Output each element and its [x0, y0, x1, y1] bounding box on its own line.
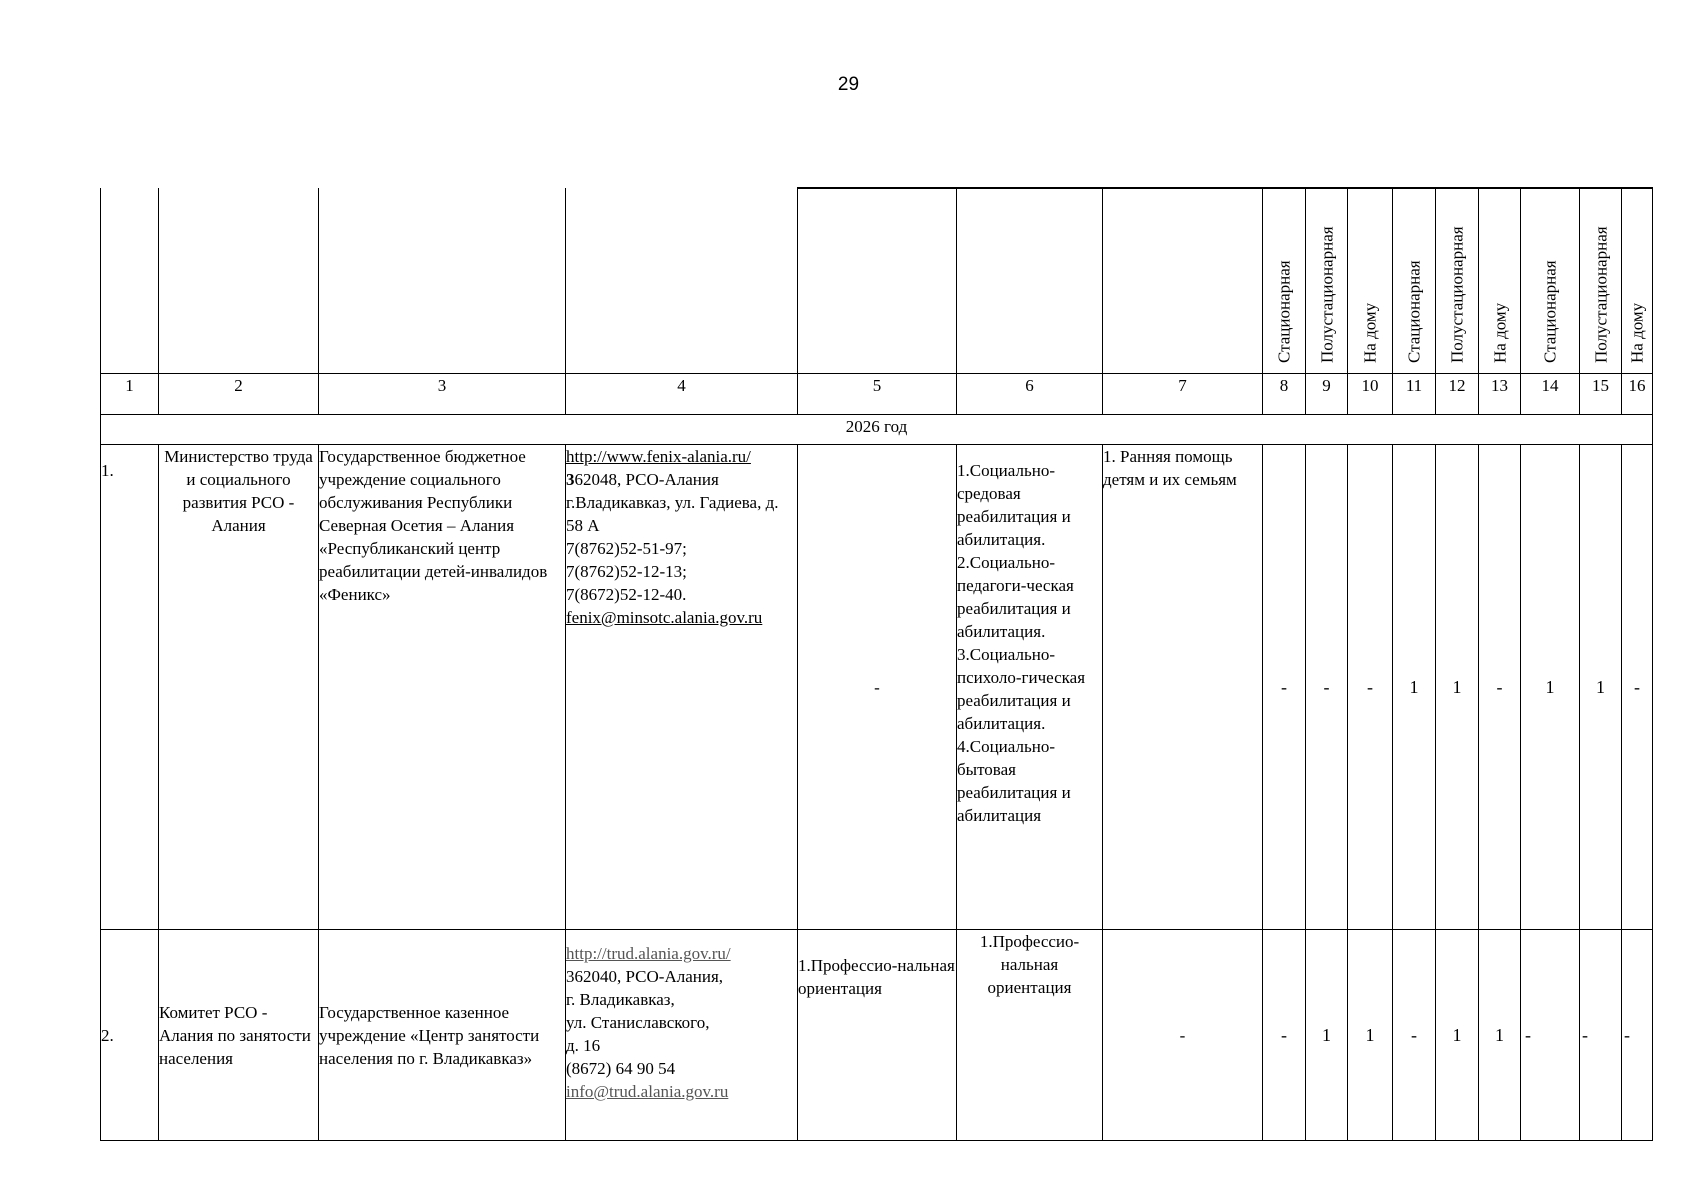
value-cell: -	[1263, 930, 1306, 1141]
address-digit: 3	[566, 470, 575, 489]
header-cell	[957, 188, 1103, 374]
header-cell	[566, 188, 798, 374]
col-number: 10	[1348, 374, 1393, 415]
website-link[interactable]: http://trud.alania.gov.ru/	[566, 944, 731, 963]
col7-cell: -	[1103, 930, 1263, 1141]
contacts-cell	[566, 930, 798, 1141]
page-number: 29	[837, 74, 860, 95]
address: 62048, РСО-Алания г.Владикавказ, ул. Гадиева, д. 58 А	[566, 470, 779, 535]
column-number-row	[101, 374, 1653, 415]
value-cell: 1	[1479, 930, 1521, 1141]
value-cell: 1	[1521, 445, 1580, 930]
value-cell: 1	[1306, 930, 1348, 1141]
value-cell: 1	[1436, 930, 1479, 1141]
ministry-cell: Комитет РСО - Алания по занятости населения	[159, 930, 319, 1141]
email-link[interactable]: fenix@minsotc.alania.gov.ru	[566, 608, 763, 627]
mode-header: Полустационарная	[1580, 188, 1622, 374]
header-cell	[798, 188, 957, 374]
col-number: 12	[1436, 374, 1479, 415]
value-cell: -	[1521, 930, 1580, 1141]
col5-cell: -	[798, 445, 957, 930]
col-number: 11	[1393, 374, 1436, 415]
col-number: 13	[1479, 374, 1521, 415]
value-cell: -	[1580, 930, 1622, 1141]
value-cell: -	[1622, 930, 1653, 1141]
mode-header: Стационарная	[1393, 188, 1436, 374]
col-number: 9	[1306, 374, 1348, 415]
address: 362040, РСО-Алания,	[566, 967, 724, 986]
service-item: 4.Социально-бытовая реабилитация и абилитация	[957, 737, 1071, 825]
col-number: 5	[798, 374, 957, 415]
col6-cell: 1.Профессио-нальная ориентация	[957, 930, 1103, 1141]
mode-header: На дому	[1622, 188, 1653, 374]
mode-header: На дому	[1479, 188, 1521, 374]
row-number: 1.	[101, 445, 159, 930]
phone: (8672) 64 90 54	[566, 1059, 676, 1078]
year-label: 2026 год	[101, 415, 1653, 445]
address: д. 16	[566, 1036, 601, 1055]
header-cell	[1103, 188, 1263, 374]
value-cell: -	[1306, 445, 1348, 930]
col-number: 3	[319, 374, 566, 415]
institution-cell: Государственное бюджетное учреждение социального обслуживания Республики Северная Осетия – Алания «Республиканский центр реабилитации детей-инвалидов «Феникс»	[319, 445, 566, 930]
table-row	[101, 930, 1653, 1141]
col7-cell: 1. Ранняя помощь детям и их семьям	[1103, 445, 1263, 930]
address: ул. Станиславского,	[566, 1013, 710, 1032]
col6-cell	[957, 445, 1103, 930]
value-cell: 1	[1436, 445, 1479, 930]
email-link[interactable]: info@trud.alania.gov.ru	[566, 1082, 729, 1101]
website-link[interactable]: http://www.fenix-alania.ru/	[566, 447, 751, 466]
col-number: 2	[159, 374, 319, 415]
phone: 7(8672)52-12-40.	[566, 585, 687, 604]
col5-cell: 1.Профессио-нальная ориентация	[798, 930, 957, 1141]
col-number: 8	[1263, 374, 1306, 415]
service-item: 1.Социально-средовая реабилитация и абилитация.	[957, 461, 1071, 549]
col-number: 15	[1580, 374, 1622, 415]
table-row	[101, 445, 1653, 930]
mode-header: Стационарная	[1263, 188, 1306, 374]
mode-header: Полустационарная	[1306, 188, 1348, 374]
mode-header: Стационарная	[1521, 188, 1580, 374]
row-number: 2.	[101, 930, 159, 1141]
header-cell	[101, 188, 159, 374]
col-number: 16	[1622, 374, 1653, 415]
institution-cell: Государственное казенное учреждение «Центр занятости населения по г. Владикавказ»	[319, 930, 566, 1141]
contacts-cell	[566, 445, 798, 930]
header-cell	[319, 188, 566, 374]
service-item: 2.Социально-педагоги-ческая реабилитация и абилитация.	[957, 553, 1074, 641]
ministry-cell: Министерство труда и социального развития РСО - Алания	[159, 445, 319, 930]
value-cell: 1	[1393, 445, 1436, 930]
col-number: 6	[957, 374, 1103, 415]
value-cell: -	[1393, 930, 1436, 1141]
value-cell: -	[1479, 445, 1521, 930]
phone: 7(8762)52-12-13;	[566, 562, 687, 581]
col-number: 1	[101, 374, 159, 415]
col-number: 4	[566, 374, 798, 415]
rehabilitation-table	[100, 187, 1653, 1141]
col-number: 7	[1103, 374, 1263, 415]
value-cell: 1	[1580, 445, 1622, 930]
header-cell	[159, 188, 319, 374]
year-row	[101, 415, 1653, 445]
phone: 7(8762)52-51-97;	[566, 539, 687, 558]
value-cell: -	[1263, 445, 1306, 930]
col-number: 14	[1521, 374, 1580, 415]
mode-header: На дому	[1348, 188, 1393, 374]
service-item: 3.Социально-психоло-гическая реабилитация и абилитация.	[957, 645, 1086, 733]
address: г. Владикавказ,	[566, 990, 675, 1009]
mode-header: Полустационарная	[1436, 188, 1479, 374]
value-cell: -	[1348, 445, 1393, 930]
header-row	[101, 188, 1653, 374]
value-cell: 1	[1348, 930, 1393, 1141]
value-cell: -	[1622, 445, 1653, 930]
